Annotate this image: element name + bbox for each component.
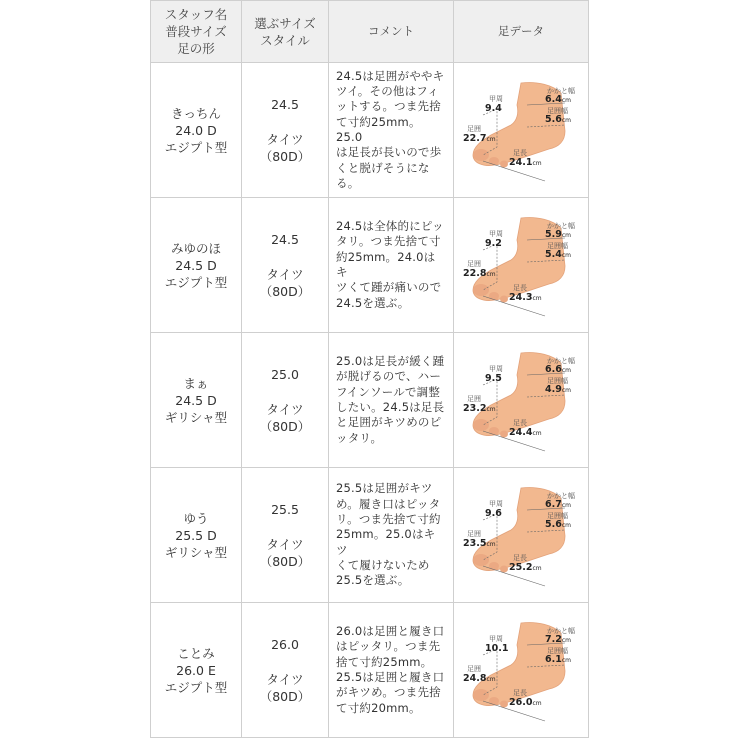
- comment-line: 25.5は足囲と履き口: [336, 670, 445, 684]
- comment-text: [329, 219, 453, 311]
- wide-label: 足囲幅: [547, 242, 568, 250]
- staff-cell: [151, 198, 242, 333]
- usual-size: 24.0 D: [175, 122, 217, 138]
- usual-size: 26.0 E: [176, 662, 216, 678]
- style-denier: （80D）: [259, 553, 311, 569]
- comment-line: はピッタリ。つま先: [336, 639, 441, 654]
- length-value: 24.4cm: [509, 427, 542, 438]
- header-staff-line1: スタッフ名: [164, 7, 228, 22]
- comment-line: くと脱げそうにな: [336, 160, 430, 175]
- style-denier: （80D）: [259, 688, 311, 704]
- comment-cell: [329, 333, 454, 468]
- staff-name: ゆう: [183, 510, 209, 526]
- wide-value: 5.4cm: [545, 249, 571, 260]
- comment-line: は足長が長いので歩: [336, 145, 442, 160]
- foot-size-table-wrapper: [150, 0, 588, 738]
- wide-value: 6.1cm: [545, 654, 571, 665]
- length-label: 足長: [513, 554, 527, 562]
- instep-label: 甲周: [489, 500, 503, 508]
- table-row: [151, 603, 589, 738]
- comment-text: [329, 354, 453, 446]
- comment-text: [329, 481, 453, 588]
- foot-shape: ギリシャ型: [164, 409, 228, 425]
- chosen-size: 25.0: [271, 366, 299, 382]
- heel-label: かかと幅: [547, 87, 575, 95]
- chosen-size: 25.5: [271, 501, 299, 517]
- girth-label: 足囲: [467, 530, 481, 538]
- staff-cell: [151, 63, 242, 198]
- comment-line: したい。24.5は足長: [336, 400, 445, 414]
- style-type: タイツ: [266, 131, 304, 147]
- header-size-line1: 選ぶサイズ: [254, 15, 316, 31]
- comment-line: 24.5は足囲がややキ: [336, 68, 445, 83]
- foot-shape: エジプト型: [164, 139, 228, 155]
- size-cell: [242, 603, 329, 738]
- foot-size-table: [150, 0, 589, 738]
- comment-line: 25.0は足長が緩く踵: [336, 354, 445, 369]
- instep-value: 9.5: [485, 373, 502, 384]
- style-denier: （80D）: [259, 148, 311, 164]
- comment-line: と足囲がキツめのピ: [336, 415, 442, 430]
- comment-line: リ。つま先捨て寸約: [336, 512, 441, 527]
- usual-size: 24.5 D: [175, 257, 217, 273]
- foot-data-cell: [454, 603, 589, 738]
- heel-label: かかと幅: [547, 627, 575, 635]
- comment-line: ツくて踵が痛いので: [336, 280, 442, 295]
- style-denier: （80D）: [259, 283, 311, 299]
- comment-cell: [329, 603, 454, 738]
- heel-value: 6.7cm: [545, 499, 571, 510]
- length-label: 足長: [513, 149, 527, 157]
- comment-text: [329, 624, 453, 716]
- comment-line: て寸約25mm。25.0: [336, 114, 421, 144]
- chosen-size: 24.5: [271, 96, 299, 112]
- comment-line: 26.0は足囲と履き口: [336, 624, 445, 639]
- instep-value: 9.6: [485, 508, 502, 519]
- table-header-row: [151, 1, 589, 63]
- comment-line: タリ。つま先捨て寸: [336, 234, 441, 249]
- staff-name: ことみ: [177, 645, 215, 661]
- usual-size: 25.5 D: [175, 527, 217, 543]
- comment-line: フインソールで調整: [336, 384, 441, 399]
- style-type: タイツ: [266, 401, 304, 417]
- girth-value: 23.2cm: [463, 403, 496, 414]
- foot-shape: エジプト型: [164, 274, 228, 290]
- length-label: 足長: [513, 419, 527, 427]
- foot-diagram: [461, 75, 581, 185]
- girth-label: 足囲: [467, 665, 481, 673]
- staff-name: きっちん: [170, 105, 221, 121]
- length-value: 24.1cm: [509, 157, 542, 168]
- comment-line: 25mm。25.0はキツ: [336, 527, 436, 557]
- comment-line: ットする。つま先捨: [336, 99, 441, 114]
- comment-cell: [329, 468, 454, 603]
- header-staff-line2: 普段サイズ: [165, 24, 227, 39]
- length-label: 足長: [513, 689, 527, 697]
- comment-line: がキツめ。つま先捨: [336, 685, 441, 700]
- header-staff: [151, 1, 242, 63]
- heel-value: 6.4cm: [545, 94, 571, 105]
- comment-line: ツイ。その他はフィ: [336, 84, 439, 99]
- header-staff-line3: 足の形: [177, 41, 215, 56]
- table-row: [151, 63, 589, 198]
- comment-line: が脱げるので、ハー: [336, 369, 442, 384]
- foot-shape: ギリシャ型: [164, 544, 228, 560]
- heel-label: かかと幅: [547, 357, 575, 365]
- comment-line: 約25mm。24.0はキ: [336, 249, 436, 279]
- staff-cell: [151, 333, 242, 468]
- instep-value: 9.4: [485, 103, 502, 114]
- header-foot-data: 足データ: [454, 1, 589, 63]
- style-type: タイツ: [266, 266, 304, 282]
- style-type: タイツ: [266, 536, 304, 552]
- comment-line: ッタリ。: [336, 430, 383, 445]
- comment-line: 25.5を選ぶ。: [336, 573, 410, 588]
- table-row: [151, 333, 589, 468]
- comment-line: る。: [336, 175, 360, 190]
- chosen-size: 24.5: [271, 231, 299, 247]
- staff-cell: [151, 468, 242, 603]
- foot-data-cell: [454, 468, 589, 603]
- girth-value: 22.8cm: [463, 268, 496, 279]
- size-cell: [242, 63, 329, 198]
- foot-data-cell: [454, 333, 589, 468]
- comment-line: め。履き口はピッタ: [336, 496, 441, 511]
- heel-value: 7.2cm: [545, 634, 571, 645]
- heel-value: 6.6cm: [545, 364, 571, 375]
- comment-cell: [329, 63, 454, 198]
- comment-line: 捨て寸約25mm。: [336, 654, 433, 669]
- instep-label: 甲周: [489, 95, 503, 103]
- instep-label: 甲周: [489, 365, 503, 373]
- table-row: [151, 198, 589, 333]
- girth-label: 足囲: [467, 395, 481, 403]
- heel-value: 5.9cm: [545, 229, 571, 240]
- comment-line: 24.5を選ぶ。: [336, 295, 410, 310]
- heel-label: かかと幅: [547, 222, 575, 230]
- girth-value: 23.5cm: [463, 538, 496, 549]
- foot-shape: エジプト型: [164, 679, 228, 695]
- style-type: タイツ: [266, 671, 304, 687]
- comment-line: 25.5は足囲がキツ: [336, 481, 433, 496]
- header-size: [242, 1, 329, 63]
- wide-label: 足囲幅: [547, 647, 568, 655]
- length-value: 24.3cm: [509, 292, 542, 303]
- comment-line: くて履けないため: [336, 557, 430, 572]
- usual-size: 24.5 D: [175, 392, 217, 408]
- wide-value: 5.6cm: [545, 114, 571, 125]
- foot-diagram: [461, 210, 581, 320]
- wide-value: 4.9cm: [545, 384, 571, 395]
- wide-label: 足囲幅: [547, 512, 568, 520]
- foot-diagram: [461, 480, 581, 590]
- girth-label: 足囲: [467, 260, 481, 268]
- instep-value: 9.2: [485, 238, 502, 249]
- instep-label: 甲周: [489, 635, 503, 643]
- foot-data-cell: [454, 198, 589, 333]
- girth-value: 24.8cm: [463, 673, 496, 684]
- length-value: 26.0cm: [509, 697, 542, 708]
- size-cell: [242, 468, 329, 603]
- girth-value: 22.7cm: [463, 133, 496, 144]
- header-size-line2: スタイル: [260, 32, 310, 48]
- comment-text: [329, 69, 453, 191]
- staff-name: みゆのほ: [170, 240, 221, 256]
- foot-diagram: [461, 615, 581, 725]
- size-cell: [242, 333, 329, 468]
- instep-value: 10.1: [485, 643, 509, 654]
- instep-label: 甲周: [489, 230, 503, 238]
- length-value: 25.2cm: [509, 562, 542, 573]
- foot-diagram: [461, 345, 581, 455]
- table-row: [151, 468, 589, 603]
- comment-line: て寸約20mm。: [336, 700, 421, 715]
- wide-label: 足囲幅: [547, 377, 568, 385]
- chosen-size: 26.0: [271, 636, 299, 652]
- girth-label: 足囲: [467, 125, 481, 133]
- staff-name: まぁ: [183, 375, 209, 391]
- style-denier: （80D）: [259, 418, 311, 434]
- size-cell: [242, 198, 329, 333]
- foot-data-cell: [454, 63, 589, 198]
- header-comment: コメント: [329, 1, 454, 63]
- staff-cell: [151, 603, 242, 738]
- length-label: 足長: [513, 284, 527, 292]
- wide-value: 5.6cm: [545, 519, 571, 530]
- comment-cell: [329, 198, 454, 333]
- wide-label: 足囲幅: [547, 107, 568, 115]
- comment-line: 24.5は全体的にピッ: [336, 219, 444, 234]
- heel-label: かかと幅: [547, 492, 575, 500]
